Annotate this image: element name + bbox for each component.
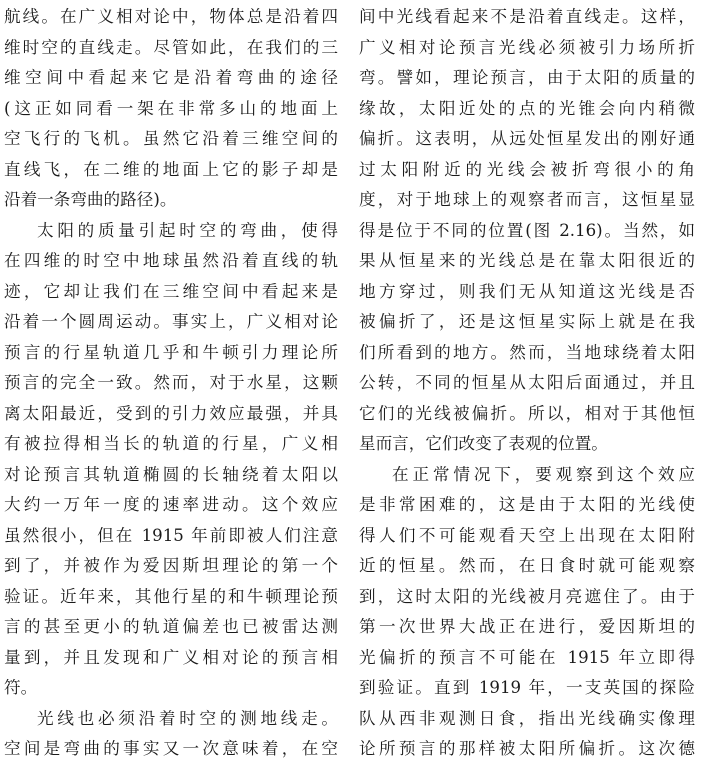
text-line: 离太阳最近，受到的引力效应最强，并具 xyxy=(4,403,338,423)
text-line: 得人们不可能观看天空上出现在太阳附 xyxy=(359,525,695,545)
text-line: 直线飞，在二维的地面上它的影子却是 xyxy=(4,159,338,179)
text-line: 广义相对论预言光线必须被引力场所折 xyxy=(359,37,695,57)
text-line: 果从恒星来的光线总是在靠太阳很近的 xyxy=(359,251,695,270)
text-line: 被偏折了，还是这恒星实际上就是在我 xyxy=(359,312,695,331)
text-line: 到了，并被作为爱因斯坦理论的第一个 xyxy=(4,556,338,575)
text-line: 第一次世界大战正在进行，爱因斯坦的 xyxy=(359,617,695,636)
text-line: 到，这时太阳的光线被月亮遮住了。由于 xyxy=(359,586,695,606)
text-line: 虽然很小，但在 1915 年前即被人们注意 xyxy=(4,525,338,545)
text-line: 是非常困难的，这是由于太阳的光线使 xyxy=(359,495,695,514)
text-line: 大约一万年一度的速率进动。这个效应 xyxy=(4,495,338,514)
text-line: 沿着一条弯曲的路径)。 xyxy=(4,190,177,209)
text-line: 预言的行星轨道几乎和牛顿引力理论所 xyxy=(4,342,338,362)
text-line: 太阳的质量引起时空的弯曲，使得 xyxy=(37,220,338,240)
text-line: 弯。譬如，理论预言，由于太阳的质量的 xyxy=(359,68,695,87)
text-line: 地方穿过，则我们无从知道这光线是否 xyxy=(359,281,695,301)
text-line: 它们的光线被偏折。所以，相对于其他恒 xyxy=(359,403,695,423)
right-text-column xyxy=(359,2,695,765)
text-line: 维时空的直线走。尽管如此，在我们的三 xyxy=(4,37,338,57)
text-line: 验证。近年来，其他行星的和牛顿理论预 xyxy=(4,586,338,606)
text-line: 缘故，太阳近处的点的光锥会向内稍微 xyxy=(359,98,695,118)
text-line: 间中光线看起来不是沿着直线走。这样， xyxy=(359,7,695,26)
text-line: 光线也必须沿着时空的测地线走。 xyxy=(37,708,338,728)
text-line: 星而言，它们改变了表观的位置。 xyxy=(359,434,608,453)
text-line: 预言的完全一致。然而，对于水星，这颗 xyxy=(4,373,338,392)
text-line: 在正常情况下，要观察到这个效应 xyxy=(392,464,695,484)
text-line: 有被拉得相当长的轨道的行星，广义相 xyxy=(4,434,338,453)
text-line: 近的恒星。然而，在日食时就可能观察 xyxy=(359,556,695,575)
text-line: (这正如同看一架在非常多山的地面上 xyxy=(4,98,338,118)
text-line: 公转，不同的恒星从太阳后面通过，并且 xyxy=(359,373,695,392)
text-line: 对论预言其轨道椭圆的长轴绕着太阳以 xyxy=(4,464,338,484)
text-line: 们所看到的地方。然而，当地球绕着太阳 xyxy=(359,342,695,362)
text-line: 到验证。直到 1919 年，一支英国的探险 xyxy=(359,678,695,697)
text-line: 航线。在广义相对论中，物体总是沿着四 xyxy=(4,7,338,26)
text-line: 光偏折的预言不可能在 1915 年立即得 xyxy=(359,647,695,667)
text-line: 维空间中看起来它是沿着弯曲的途径 xyxy=(4,68,338,87)
text-line: 空间是弯曲的事实又一次意味着，在空 xyxy=(4,739,338,758)
text-line: 符。 xyxy=(4,678,38,697)
text-line: 偏折。这表明，从远处恒星发出的刚好通 xyxy=(359,129,695,148)
text-line: 论所预言的那样被太阳所偏折。这次德 xyxy=(359,739,695,758)
left-text-column xyxy=(4,2,338,765)
text-line: 沿着一个圆周运动。事实上，广义相对论 xyxy=(4,312,338,331)
text-line: 量到，并且发现和广义相对论的预言相 xyxy=(4,647,338,667)
text-line: 队从西非观测日食，指出光线确实像理 xyxy=(359,708,695,728)
text-line: 过太阳附近的光线会被折弯很小的角 xyxy=(359,159,695,179)
text-line: 在四维的时空中地球虽然沿着直线的轨 xyxy=(4,251,338,270)
text-line: 空飞行的飞机。虽然它沿着三维空间的 xyxy=(4,129,338,148)
text-line: 度，对于地球上的观察者而言，这恒星显 xyxy=(359,190,695,209)
text-line: 迹，它却让我们在三维空间中看起来是 xyxy=(4,281,338,301)
text-line: 得是位于不同的位置(图 2.16)。当然，如 xyxy=(359,220,695,240)
text-line: 言的甚至更小的轨道偏差也已被雷达测 xyxy=(4,617,338,636)
